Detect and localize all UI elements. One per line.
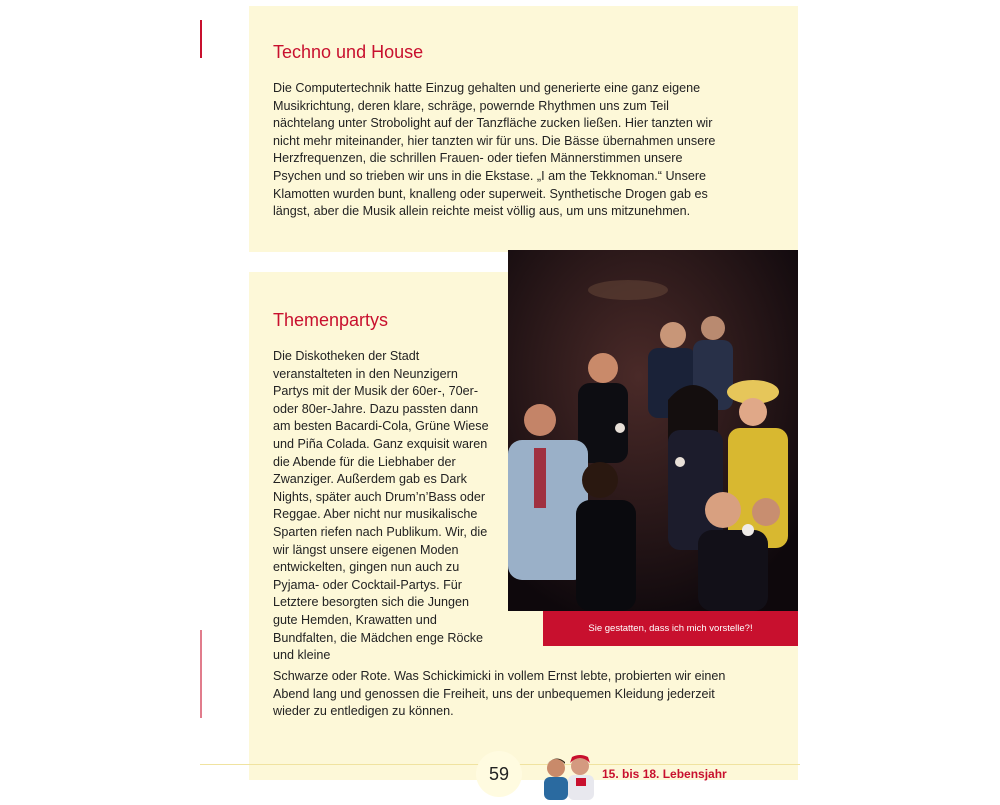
section-heading-themenpartys: Themenpartys: [273, 310, 389, 330]
party-photo: [508, 250, 798, 611]
section-text-themenpartys-column: Die Diskotheken der Stadt veranstalteten in den Neunzigern Partys mit der Musik der 60er-, 70er- oder 80er-Jahre. Dazu passten dann am besten Bacardi-Cola, Grüne Wiese und Piña Colada. Ganz exquisit waren die Abende für die Liebhaber der Zwanziger. Außerdem gab es Dark Nights, später auch Drum’n’Bass oder Reggae. Aber nicht nur musikalische Sparten riefen nach Publikum. Wir, die wir längst unsere eigenen Moden entwickelten, gingen nun auch zu Pyjama- oder Cocktail-Partys. Für Letztere besorgten sich die Jungen gute Hemden, Krawatten und Bundfalten, die Mädchen enge Röcke und kleine: [273, 349, 489, 663]
kids-illustration: [538, 754, 598, 800]
section-text-themenpartys-continued: Schwarze oder Rote. Was Schickimicki in vollem Ernst lebte, probierten wir einen Abend lang und genossen die Freiheit, uns der unbequemen Kleidung jederzeit wieder zu entledigen zu können.: [273, 669, 726, 719]
kids-illustration-graphic: [538, 754, 598, 800]
chapter-age-label: 15. bis 18. Lebensjahr: [602, 767, 727, 781]
party-photo-illustration: [508, 250, 798, 611]
section-heading-techno: Techno und House: [273, 42, 424, 62]
margin-marker-bottom: [200, 630, 202, 718]
page-number: 59: [476, 751, 522, 797]
photo-caption: Sie gestatten, dass ich mich vorstelle?!: [543, 611, 798, 646]
margin-marker-top: [200, 20, 202, 58]
section-text-techno: Die Computertechnik hatte Einzug gehalten und generierte eine ganz eigene Musikrichtung, deren klare, schräge, powernde Rhythmen uns zum Teil nächtelang unter Strobolight auf der Tanzfläche zucken ließen. Hier tanzten wir nicht mehr miteinander, hier tanzten wir für uns. Die Bässe übernahmen unsere Herzfrequenzen, die schrillen Frauen- oder tiefen Männerstimmen unsere Psychen und so trieben wir uns in die Ekstase. „I am the Tekknoman.“ Unsere Klamotten wurden bunt, knalleng oder superweit. Synthetische Drogen gab es längst, aber die Musik allein reichte meist völlig aus, um uns mitzunehmen.: [273, 81, 716, 219]
